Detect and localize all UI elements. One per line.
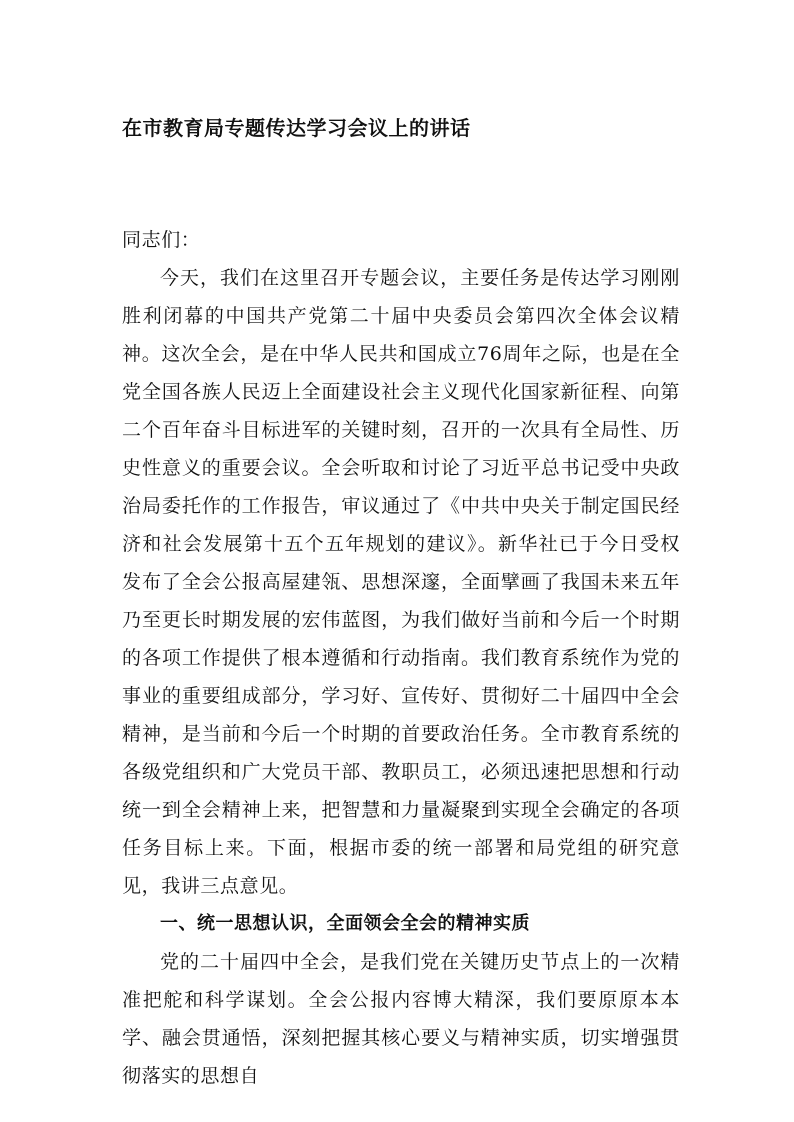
paragraph-intro: 今天，我们在这里召开专题会议，主要任务是传达学习刚刚胜利闭幕的中国共产党第二十届中央委员会第四次全体会议精神。这次全会，是在中华人民共和国成立76周年之际，也是在全党全国各族人民迈上全面建设社会主义现代化国家新征程、向第二个百年奋斗目标进军的关键时刻，召开的一次具有全局性、历史性意义的重要会议。全会听取和讨论了习近平总书记受中央政治局委托作的工作报告，审议通过了《中共中央关于制定国民经济和社会发展第十五个五年规划的建议》。新华社已于今日受权发布了全会公报高屋建瓴、思想深邃，全面擘画了我国未来五年乃至更长时期发展的宏伟蓝图，为我们做好当前和今后一个时期的各项工作提供了根本遵循和行动指南。我们教育系统作为党的事业的重要组成部分，学习好、宣传好、贯彻好二十届四中全会精神，是当前和今后一个时期的首要政治任务。全市教育系统的各级党组织和广大党员干部、教职员工，必须迅速把思想和行动统一到全会精神上来，把智慧和力量凝聚到实现全会确定的各项任务目标上来。下面，根据市委的统一部署和局党组的研究意见，我讲三点意见。 — [122, 267, 680, 897]
section-heading: 一、统一思想认识，全面领会全会的精神实质 — [160, 913, 530, 934]
document-title: 在市教育局专题传达学习会议上的讲话 — [122, 116, 471, 140]
salutation: 同志们： — [122, 229, 201, 251]
document-body — [122, 221, 680, 1095]
paragraph-section-1: 党的二十届四中全会，是我们党在关键历史节点上的一次精准把舵和科学谋划。全会公报内容博大精深，我们要原原本本学、融会贯通悟，深刻把握其核心要义与精神实质，切实增强贯彻落实的思想自 — [122, 951, 680, 1087]
